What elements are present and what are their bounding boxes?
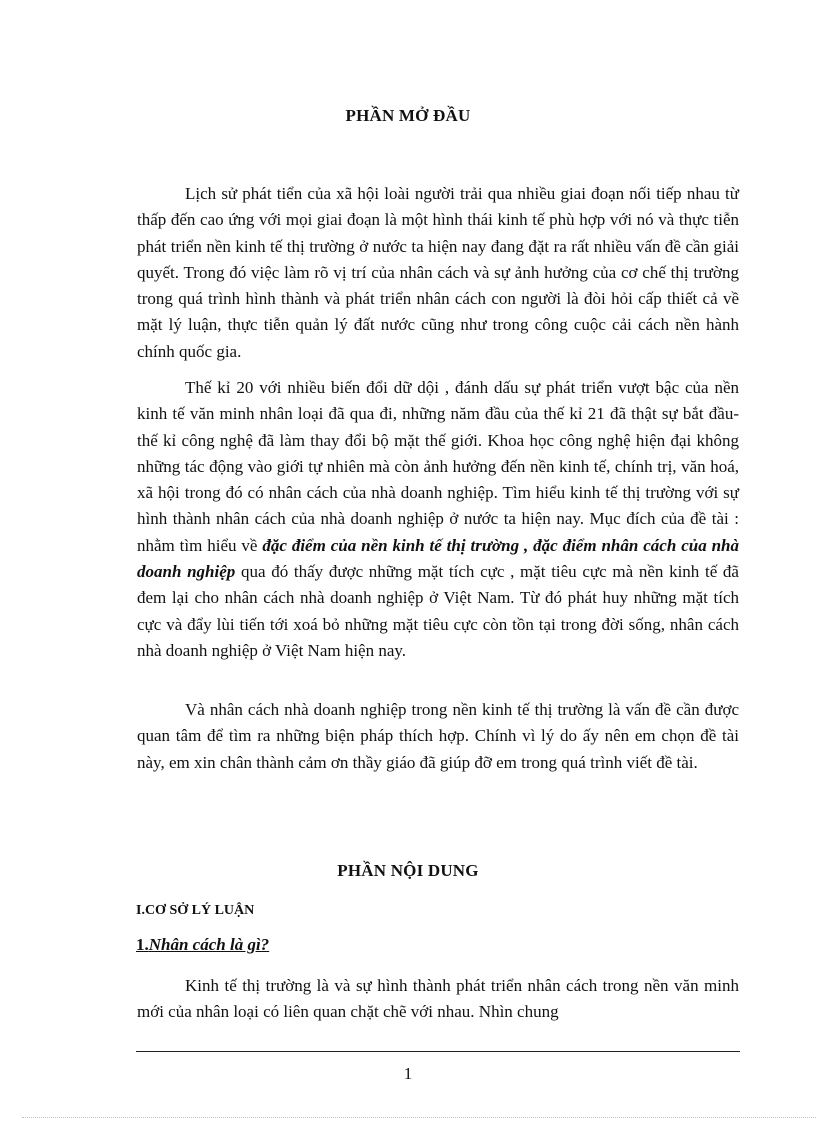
intro-heading: PHẦN MỞ ĐẦU (345, 106, 471, 125)
intro-paragraph-2 (137, 375, 739, 664)
intro-paragraph-1: Lịch sử phát tiển của xã hội loài người trải qua nhiều giai đoạn nối tiếp nhau từ thấp đến cao ứng với mọi giai đoạn là một hình thái kinh tế phù hợp với nó và thực tiễn phát triển nền kinh tế thị trường ở nước ta hiện nay đang đặt ra rất nhiều vấn đề cần giải quyết. Trong đó việc làm rõ vị trí của nhân cách và sự ảnh hưởng của cơ chế thị trường trong quá trình hình thành và phát triển nhân cách con người là đòi hỏi cấp thiết cả về mặt lý luận, thực tiễn quản lý đất nước cũng như trong công cuộc cải cách nền hành chính quốc gia. (137, 184, 739, 361)
page-number: 1 (403, 1064, 413, 1083)
paragraph-2-emphasis: đặc điểm của nền kinh tế thị trường , đặc điểm nhân cách của nhà doanh nghiệp (137, 535, 740, 582)
intro-paragraph-3: Và nhân cách nhà doanh nghiệp trong nền kinh tế thị trường là vấn đề cần được quan tâm để tìm ra những biện pháp thích hợp. Chính vì lý do ấy nên em chọn đề tài này, em xin chân thành cảm ơn thầy giáo đã giúp đỡ em trong quá trình viết đề tài. (137, 700, 739, 772)
subsection-title: Nhân cách là gì? (148, 935, 270, 954)
paragraph-2-text-after: qua đó thấy được những mặt tích cực , mặt tiêu cực mà nền kinh tế đã đem lại cho nhân cách nhà doanh nghiệp ở Việt Nam. Từ đó phát huy những mặt tích cực và đẩy lùi tiến tới xoá bỏ những mặt tiêu cực còn tồn tại trong đời sống, nhân cách nhà doanh nghiệp ở Việt Nam hiện nay. (137, 562, 739, 660)
section-heading: I.CƠ SỞ LÝ LUẬN (136, 903, 255, 918)
page-edge-divider (22, 1117, 816, 1118)
content-heading: PHẦN NỘI DUNG (337, 861, 479, 880)
content-paragraph-1: Kinh tế thị trường là và sự hình thành phát triển nhân cách trong nền văn minh mới của nhân loại có liên quan chặt chẽ với nhau. Nhìn chung (137, 976, 739, 1022)
subsection-number: 1. (136, 935, 149, 954)
subsection-heading (136, 935, 269, 955)
footer-divider (136, 1051, 740, 1052)
paragraph-2-text-before: Thế kỉ 20 với nhiều biến đổi dữ dội , đánh dấu sự phát triển vượt bậc của nền kinh tế văn minh nhân loại đã qua đi, những năm đầu của thế kỉ 21 đã thật sự bắt đầu- thế kỉ công nghệ đã làm thay đổi bộ mặt thế giới. Khoa học công nghệ hiện đại không những tác động vào giới tự nhiên mà còn ảnh hưởng đến nền kinh tế, chính trị, văn hoá, xã hội trong đó có nhân cách của nhà doanh nghiệp. Tìm hiểu kinh tế thị trường với sự hình thành nhân cách của nhà doanh nghiệp ở nước ta hiện nay. Mục đích của đề tài : nhằm tìm hiểu về (137, 378, 739, 555)
